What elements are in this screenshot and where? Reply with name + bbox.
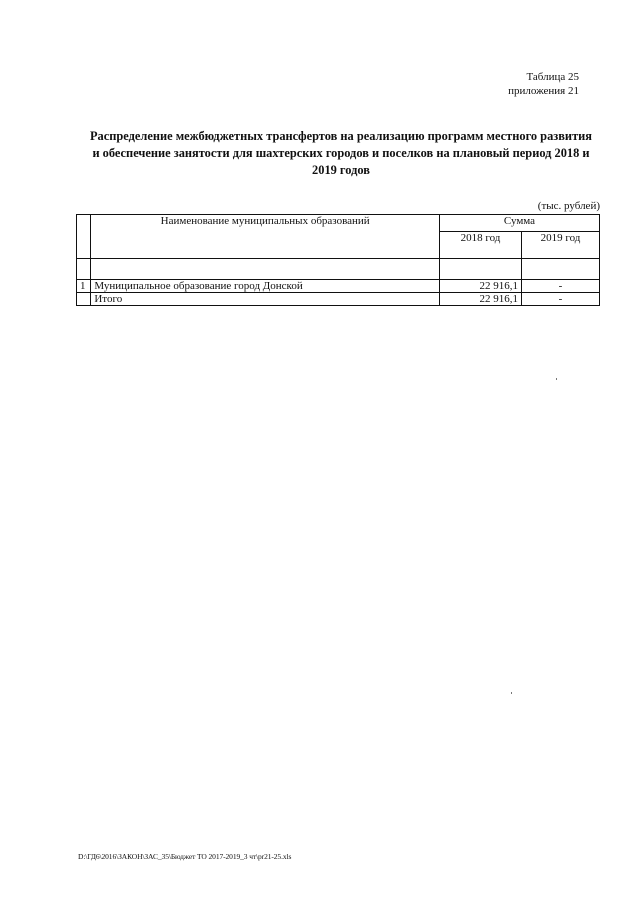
row-value-2019: - — [522, 293, 600, 306]
table-reference — [508, 70, 579, 98]
header-sum-cell: Сумма — [440, 215, 600, 232]
appendix-number: приложения 21 — [508, 85, 579, 97]
table-number: Таблица 25 — [526, 71, 579, 83]
header-year-2018: 2018 год — [440, 232, 522, 259]
units-label: (тыс. рублей) — [537, 200, 600, 212]
table-row — [77, 280, 600, 293]
table-spacer-row — [77, 259, 600, 280]
title-line-1: Распределение межбюджетных трансфертов на реализацию программ местного развития — [89, 129, 593, 143]
header-year-2019: 2019 год — [522, 232, 600, 259]
row-value-2019: - — [522, 280, 600, 293]
title-line-2: и обеспечение занятости для шахтерских городов и поселков на плановый период 2018 и — [92, 146, 590, 160]
row-value-2018: 22 916,1 — [440, 280, 522, 293]
row-num: 1 — [77, 280, 91, 293]
header-name-cell: Наименование муниципальных образований — [91, 215, 440, 259]
table-total-row — [77, 293, 600, 306]
file-path-footer: D:\ГД6\2016\ЗАКОН\ЗАС_35\Бюджет ТО 2017-2019_3 чт\pr21-25.xls — [78, 852, 292, 861]
table-header-row — [77, 215, 600, 232]
row-num — [77, 293, 91, 306]
document-title — [70, 128, 612, 179]
row-name: Итого — [91, 293, 440, 306]
header-num-cell — [77, 215, 91, 259]
row-value-2018: 22 916,1 — [440, 293, 522, 306]
scan-speck — [556, 378, 557, 380]
transfers-table — [76, 214, 600, 306]
row-name: Муниципальное образование город Донской — [91, 280, 440, 293]
title-line-3: 2019 годов — [312, 163, 370, 177]
scan-speck — [511, 692, 512, 694]
